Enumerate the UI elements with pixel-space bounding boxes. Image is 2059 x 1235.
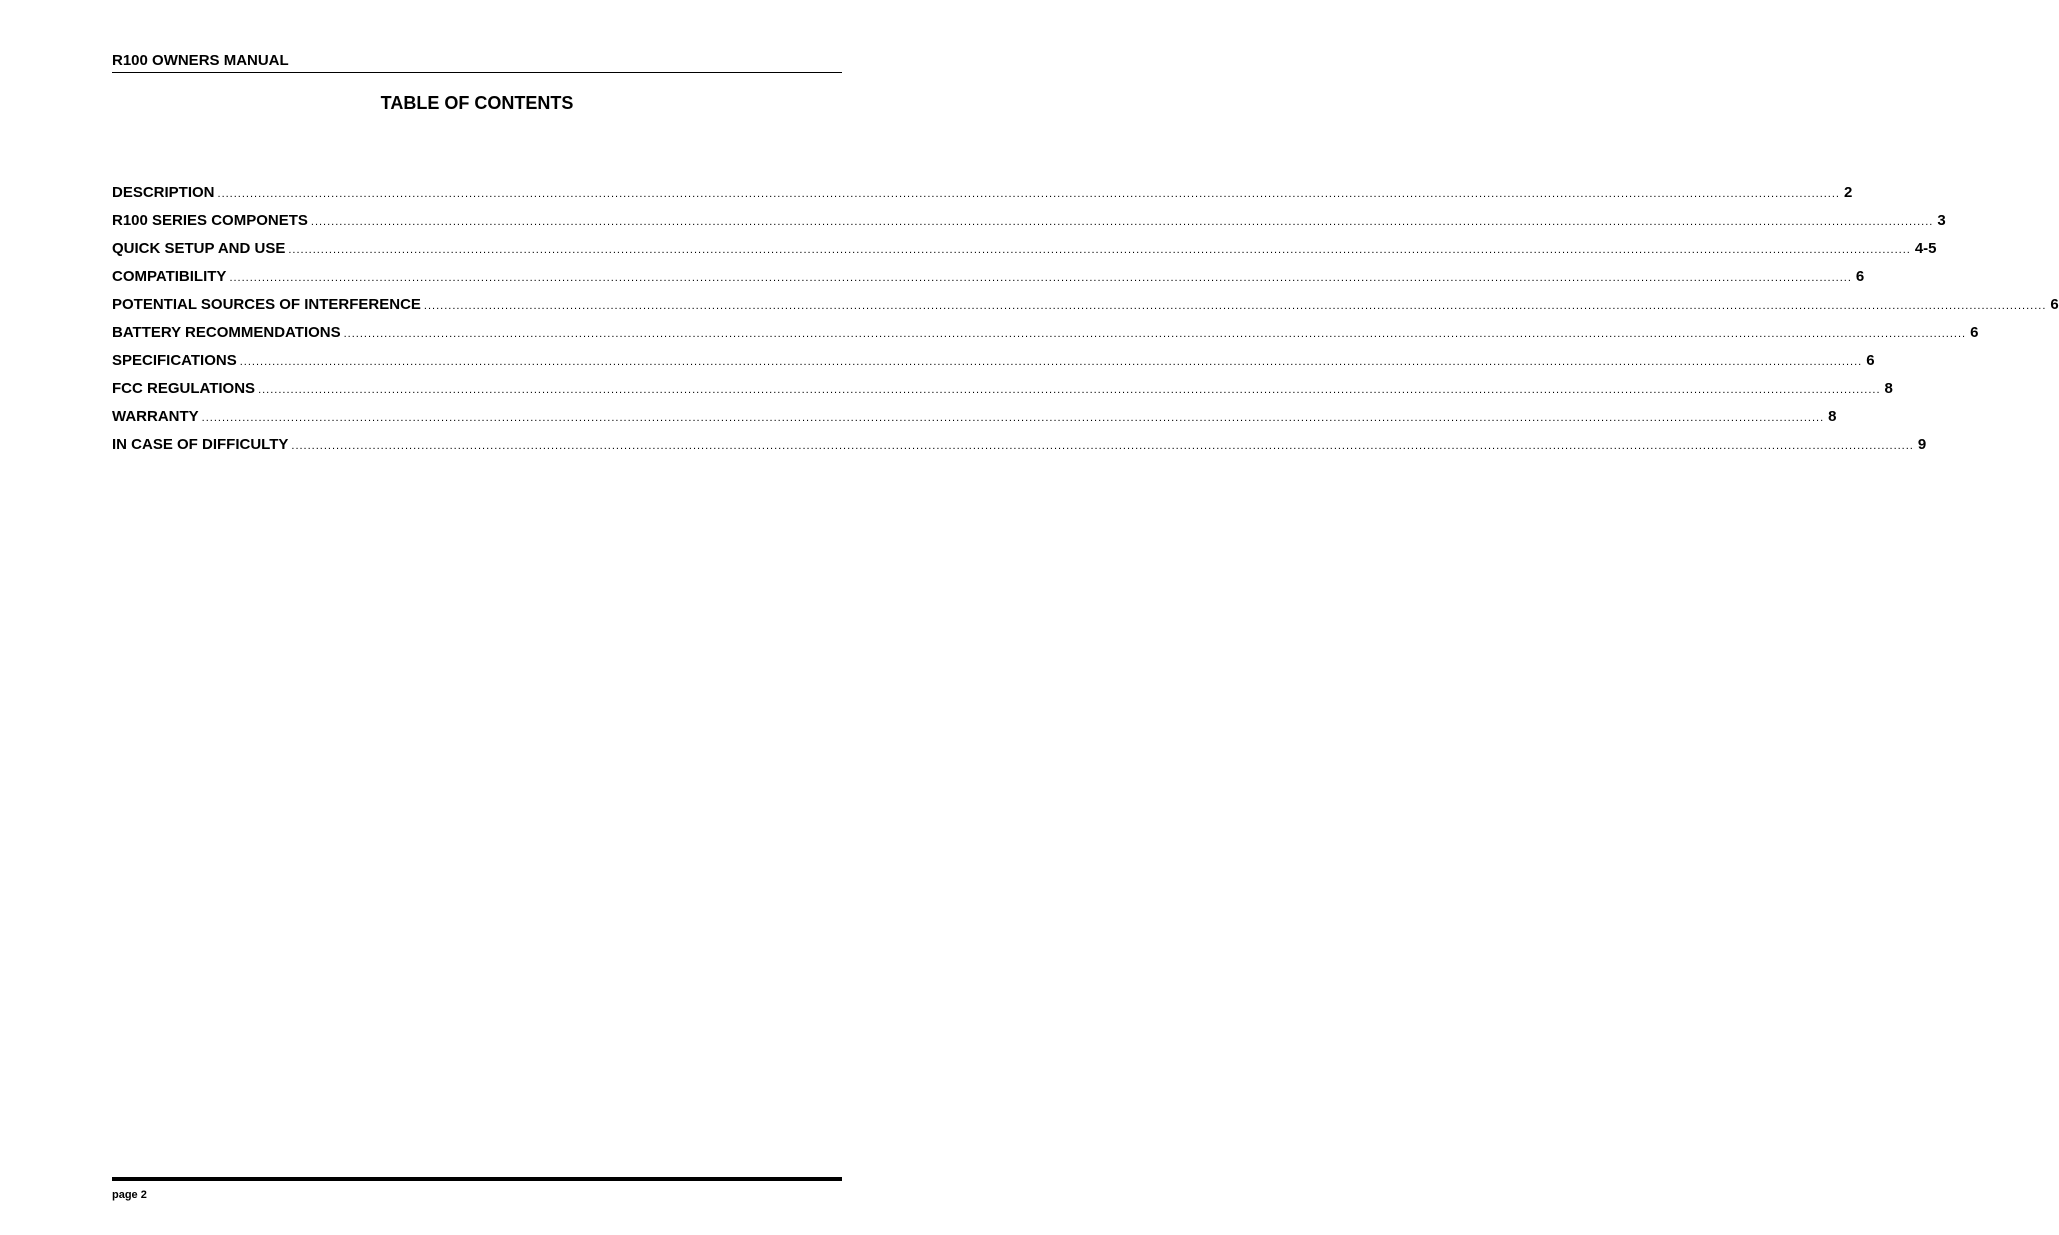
toc-entry xyxy=(112,267,1865,295)
toc-entry-page: 8 xyxy=(1884,380,1893,397)
page-header xyxy=(112,52,842,73)
dot-leader: ................................................................................................................................................................................................................................................................................................................................................................................................................ xyxy=(229,272,1852,284)
toc-entry xyxy=(112,323,1979,351)
toc-entry-label: R100 SERIES COMPONETS xyxy=(112,212,308,229)
toc-entry-page: 6 xyxy=(1855,268,1865,285)
toc-entry xyxy=(112,239,1937,267)
toc-entry-label: IN CASE OF DIFFICULTY xyxy=(112,436,289,453)
toc-entry-label: POTENTIAL SOURCES OF INTERFERENCE xyxy=(112,296,421,313)
toc-entry xyxy=(112,407,1837,435)
toc-entry-page: 9 xyxy=(1917,436,1927,453)
page-number: page 2 xyxy=(112,1189,147,1201)
dot-leader: ................................................................................................................................................................................................................................................................................................................................................................................................................ xyxy=(239,356,1863,368)
toc-entry xyxy=(112,435,1927,463)
footer-rule xyxy=(112,1177,842,1181)
toc-entry-label: FCC REGULATIONS xyxy=(112,380,256,397)
toc-entry-label: SPECIFICATIONS xyxy=(112,352,237,369)
toc-entry-label: BATTERY RECOMMENDATIONS xyxy=(112,324,341,341)
dot-leader: ................................................................................................................................................................................................................................................................................................................................................................................................................ xyxy=(258,384,1881,396)
toc-entry-page: 6 xyxy=(1970,324,1979,341)
toc-entry-label: DESCRIPTION xyxy=(112,184,215,201)
toc-entry-label: WARRANTY xyxy=(112,408,199,425)
toc-entry xyxy=(112,211,1946,239)
manual-title: R100 OWNERS MANUAL xyxy=(112,52,289,69)
toc-list xyxy=(112,183,2059,463)
dot-leader: ................................................................................................................................................................................................................................................................................................................................................................................................................ xyxy=(288,244,1911,256)
toc-entry-page: 8 xyxy=(1828,408,1837,425)
toc-entry xyxy=(112,351,1875,379)
toc-entry-page: 4-5 xyxy=(1914,240,1937,257)
toc-entry-page: 6 xyxy=(1866,352,1875,369)
toc-entry-label: QUICK SETUP AND USE xyxy=(112,240,286,257)
toc-entry-label: COMPATIBILITY xyxy=(112,268,227,285)
toc-entry xyxy=(112,295,2059,323)
toc-entry-page: 3 xyxy=(1937,212,1946,229)
toc-heading: TABLE OF CONTENTS xyxy=(380,93,574,113)
dot-leader: ................................................................................................................................................................................................................................................................................................................................................................................................................ xyxy=(423,300,2047,312)
toc-entry xyxy=(112,183,1853,211)
dot-leader: ................................................................................................................................................................................................................................................................................................................................................................................................................ xyxy=(310,216,1934,228)
dot-leader: ................................................................................................................................................................................................................................................................................................................................................................................................................ xyxy=(217,188,1840,200)
dot-leader: ................................................................................................................................................................................................................................................................................................................................................................................................................ xyxy=(291,440,1914,452)
toc-entry-page: 2 xyxy=(1843,184,1853,201)
toc-entry xyxy=(112,379,1893,407)
dot-leader: ................................................................................................................................................................................................................................................................................................................................................................................................................ xyxy=(201,412,1825,424)
dot-leader: ................................................................................................................................................................................................................................................................................................................................................................................................................ xyxy=(343,328,1967,340)
toc-entry-page: 6 xyxy=(2050,296,2059,313)
